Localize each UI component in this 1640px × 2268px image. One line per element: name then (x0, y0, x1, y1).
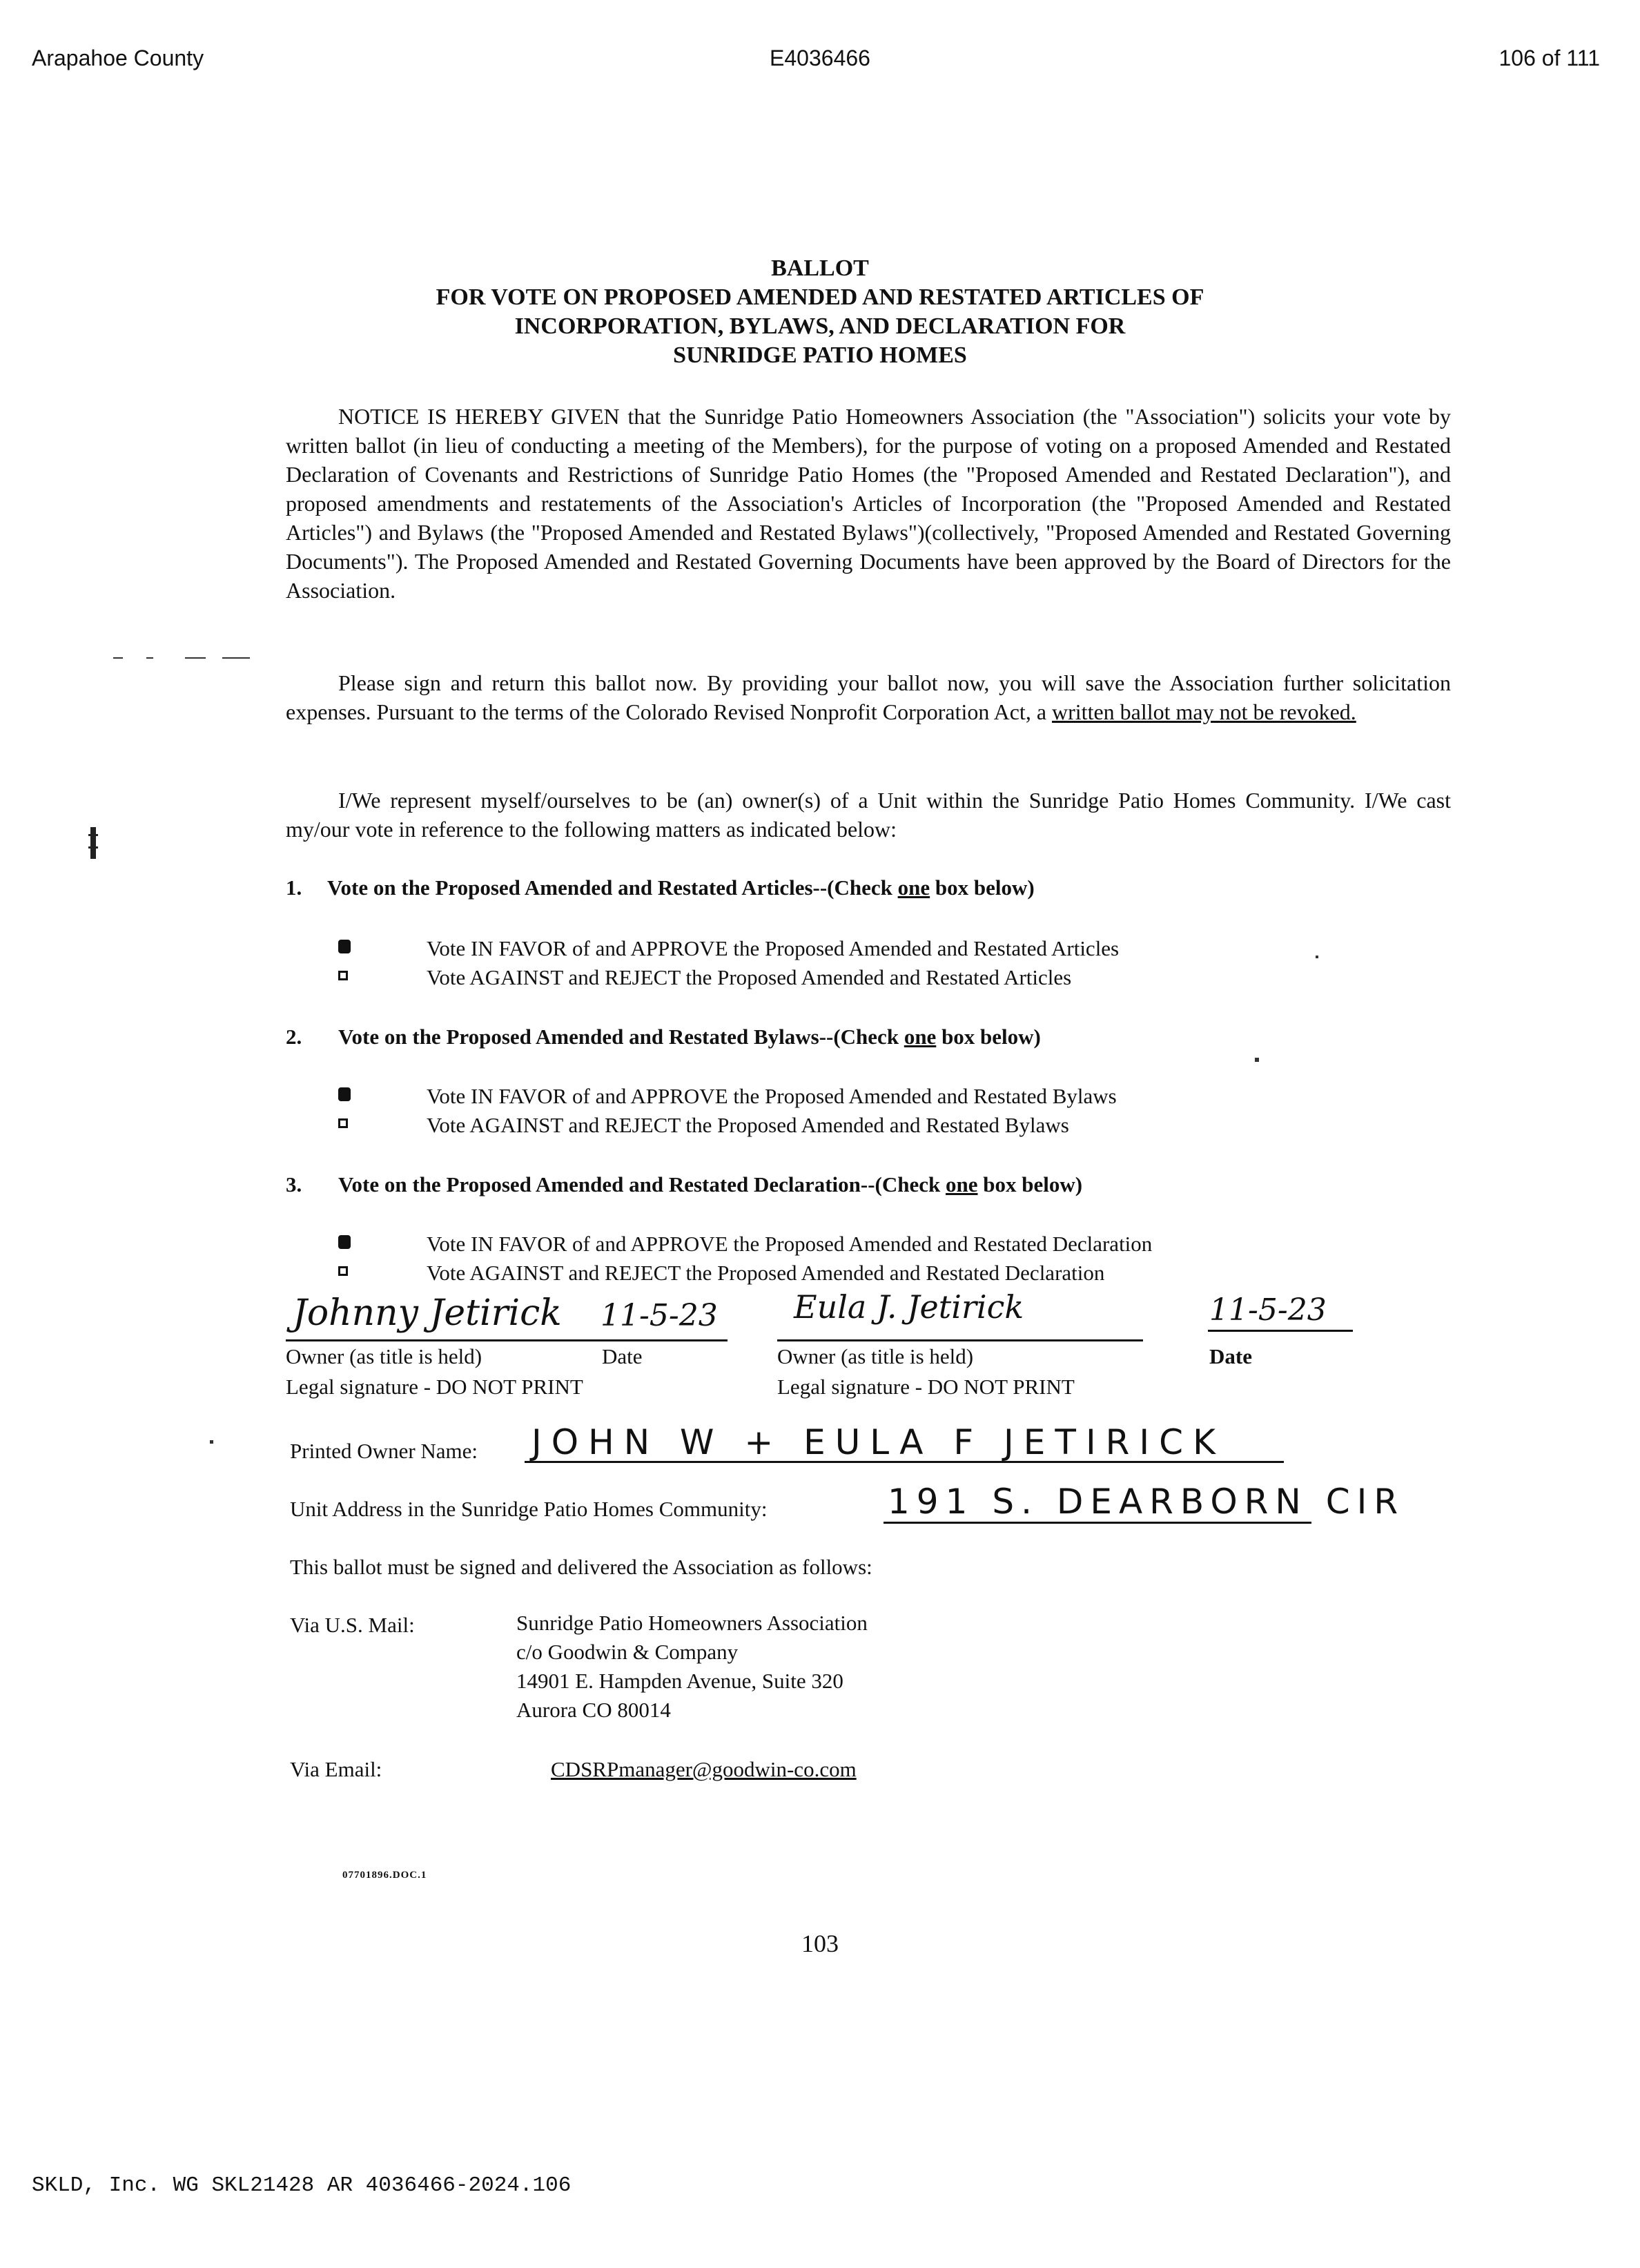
delivery-intro: This ballot must be signed and delivered the Association as follows: (290, 1555, 872, 1579)
ballot-title (0, 254, 1640, 370)
owner1-signature: Johnny Jetirick (293, 1292, 562, 1334)
section-declaration (286, 1171, 1082, 1199)
section-one-word: one (897, 875, 930, 900)
section-one-word: one (904, 1025, 937, 1049)
owner2-date-line (1208, 1330, 1353, 1332)
printed-name-value[interactable]: JOHN W + EULA F JETIRICK (531, 1422, 1225, 1462)
option-label: Vote IN FAVOR of and APPROVE the Proposed Amended and Restated Articles (427, 936, 1120, 960)
checkbox-checked[interactable] (338, 1087, 351, 1101)
owner2-signature: Eula J. Jetirick (794, 1288, 1024, 1326)
address-line: c/o Goodwin & Company (516, 1640, 739, 1664)
page-count: 106 of 111 (1499, 46, 1600, 70)
option-label: Vote AGAINST and REJECT the Proposed Amended and Restated Articles (427, 965, 1072, 989)
title-line: BALLOT (771, 255, 869, 281)
section-one-word: one (946, 1172, 978, 1196)
address-line: Aurora CO 80014 (516, 1698, 671, 1722)
unit-address-line (884, 1522, 1311, 1524)
title-line: SUNRIDGE PATIO HOMES (673, 342, 967, 368)
scan-speck (113, 657, 123, 659)
email-link[interactable]: CDSRPmanager@goodwin-co.com (551, 1757, 857, 1781)
notice-text: NOTICE IS HEREBY GIVEN that the Sunridge Patio Homeowners Association (the "Association") solicits your vote by written ballot (in lieu of conducting a meeting of the Members), for the purpose of voting on a proposed Amended and Restated Declaration of Covenants and Restrictions of Sunridge Patio Homes (the "Proposed Amended and Restated Declaration"), and proposed amendments and restatements of the Association's Articles of Incorporation (the "Proposed Amended and Restated Articles") and Bylaws (the "Proposed Amended and Restated Bylaws")(collectively, "Proposed Amended and Restated Governing Documents"). The Proposed Amended and Restated Governing Documents have been approved by the Board of Directors for the Association. (286, 404, 1451, 603)
not-revoked-text: written ballot may not be revoked. (1052, 699, 1356, 724)
owner2-date-label: Date (1209, 1344, 1252, 1368)
address-line: Sunridge Patio Homeowners Association (516, 1611, 868, 1635)
scan-speck (222, 657, 250, 659)
option-label: Vote AGAINST and REJECT the Proposed Amended and Restated Bylaws (427, 1113, 1069, 1137)
scan-speck (146, 657, 153, 659)
owner2-label: Owner (as title is held) (777, 1344, 974, 1368)
owner1-label: Owner (as title is held) (286, 1344, 482, 1368)
section-bylaws (286, 1023, 1041, 1051)
scan-speck (210, 1440, 213, 1444)
option-label: Vote AGAINST and REJECT the Proposed Amended and Restated Declaration (427, 1261, 1105, 1285)
please-text: Please sign and return this ballot now. By providing your ballot now, you will save the Association further solicitation expenses. Pursuant to the terms of the Colorado Revised Nonprofit Corporation Act, a (286, 670, 1451, 724)
checkbox-checked[interactable] (338, 1235, 351, 1249)
margin-mark-icon (88, 827, 98, 859)
section-articles (286, 874, 1035, 902)
unit-address-value[interactable]: 191 S. DEARBORN CIR (888, 1482, 1405, 1522)
document-id: 07701896.DOC.1 (342, 1870, 427, 1881)
section-heading: Vote on the Proposed Amended and Restated Declaration--(Check (338, 1172, 946, 1196)
section-number: 1. (286, 875, 302, 900)
scan-speck (1255, 1058, 1259, 1062)
owner1-date-label: Date (602, 1344, 643, 1368)
title-line: INCORPORATION, BYLAWS, AND DECLARATION FOR (514, 313, 1126, 339)
section-number: 2. (286, 1025, 302, 1049)
owner1-signature-line (286, 1339, 728, 1341)
owner1-date-handwritten: 11-5-23 (601, 1298, 718, 1333)
section-number: 3. (286, 1172, 302, 1196)
scan-speck (1316, 956, 1318, 958)
footer-stamp: SKLD, Inc. WG SKL21428 AR 4036466-2024.106 (32, 2173, 572, 2198)
section-heading-end: box below) (936, 1025, 1041, 1049)
checkbox[interactable] (338, 1118, 348, 1128)
section-heading: Vote on the Proposed Amended and Restated Articles--(Check (327, 875, 898, 900)
section-heading: Vote on the Proposed Amended and Restated Bylaws--(Check (338, 1025, 904, 1049)
printed-name-label: Printed Owner Name: (290, 1439, 478, 1463)
reception-number: E4036466 (770, 46, 870, 70)
notice-paragraph (286, 402, 1451, 605)
checkbox-checked[interactable] (338, 940, 351, 953)
title-line: FOR VOTE ON PROPOSED AMENDED AND RESTATED ARTICLES OF (436, 284, 1204, 310)
section-heading-end: box below) (930, 875, 1035, 900)
email-label: Via Email: (290, 1757, 382, 1781)
owner2-legal-label: Legal signature - DO NOT PRINT (777, 1375, 1075, 1399)
owner1-legal-label: Legal signature - DO NOT PRINT (286, 1375, 583, 1399)
represent-paragraph (286, 786, 1451, 844)
printed-name-line (525, 1461, 1284, 1463)
section-heading-end: box below) (977, 1172, 1083, 1196)
mail-address (516, 1609, 868, 1725)
unit-address-label: Unit Address in the Sunridge Patio Homes Community: (290, 1497, 768, 1521)
option-label: Vote IN FAVOR of and APPROVE the Proposed Amended and Restated Declaration (427, 1232, 1153, 1256)
page-number: 103 (801, 1930, 839, 1957)
scan-speck (185, 657, 206, 659)
checkbox[interactable] (338, 971, 348, 980)
mail-label: Via U.S. Mail: (290, 1613, 415, 1637)
county-header: Arapahoe County (32, 46, 204, 70)
represent-text: I/We represent myself/ourselves to be (an) owner(s) of a Unit within the Sunridge Patio Homes Community. I/We cast my/our vote in reference to the following matters as indicated below: (286, 788, 1451, 842)
owner2-date-handwritten: 11-5-23 (1209, 1292, 1327, 1328)
address-line: 14901 E. Hampden Avenue, Suite 320 (516, 1669, 843, 1693)
option-label: Vote IN FAVOR of and APPROVE the Proposed Amended and Restated Bylaws (427, 1084, 1117, 1108)
checkbox[interactable] (338, 1266, 348, 1276)
please-sign-paragraph (286, 668, 1451, 726)
owner2-signature-line (777, 1339, 1143, 1341)
